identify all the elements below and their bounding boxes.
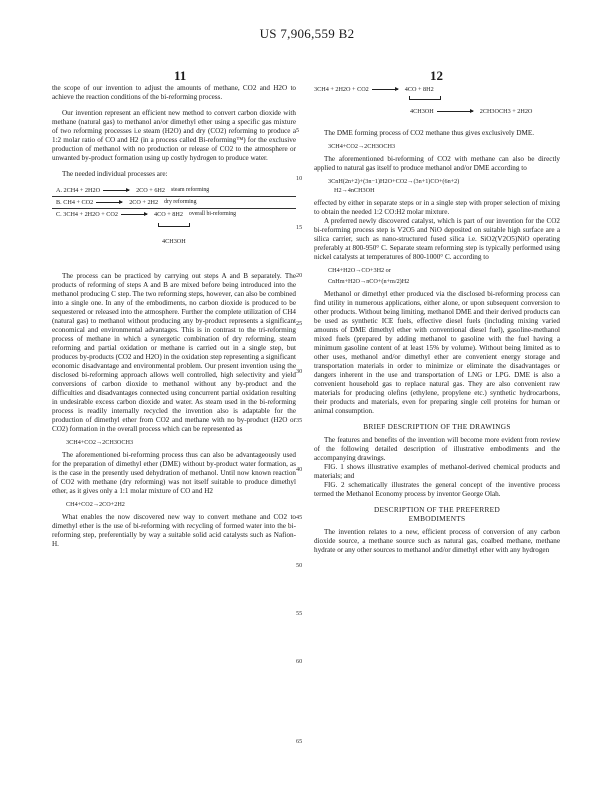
reaction-label: overall bi-reforming: [188, 211, 237, 217]
paragraph: The aforementioned bi-reforming of CO2 with methane can also be directly applied to natural gas itself to produce methanol and/or DME according to: [314, 155, 560, 172]
line-number: 15: [296, 224, 303, 231]
products: 2CO + 2H2: [129, 199, 159, 206]
left-column: [52, 84, 296, 549]
products: 2CH3OCH3 + 2H2O: [479, 108, 533, 115]
reaction-table: [52, 185, 296, 246]
brace-icon: [158, 223, 190, 227]
paragraph: the scope of our invention to adjust the amounts of methane, CO2 and H2O to achieve the reaction conditions of the bi-reforming process.: [52, 84, 296, 101]
paragraph: What enables the now discovered new way to convert methane and CO2 to dimethyl ether is the use of bi-reforming with recycling of formed water into the bi-reforming step, preferentially by way a suitable solid acid catalysts such as Nafion-H.: [52, 513, 296, 548]
line-number: 60: [296, 658, 303, 665]
line-number: 30: [296, 368, 303, 375]
arrow-icon: [103, 190, 129, 191]
paragraph: The DME forming process of CO2 methane thus gives exclusively DME.: [324, 129, 535, 137]
brace-icon: [409, 96, 441, 100]
right-column-number: 12: [430, 68, 443, 83]
section-heading: BRIEF DESCRIPTION OF THE DRAWINGS: [363, 422, 511, 431]
line-number: 5: [296, 127, 300, 134]
reaction-c-final: 4CH3OH: [162, 238, 186, 245]
equation: CH4+CO2→2CO+2H2: [66, 501, 125, 508]
reaction-label: dry reforming: [164, 199, 197, 205]
equation: 3CH4+CO2→2CH3OCH3: [328, 143, 396, 150]
paragraph: The needed individual processes are:: [62, 170, 168, 178]
line-number: 55: [296, 610, 303, 617]
equation: 3CH4+CO2→2CH3OCH3: [66, 439, 134, 446]
arrow-icon: [372, 89, 398, 90]
products: 2CO + 6H2: [136, 187, 165, 194]
line-number: 25: [296, 320, 303, 327]
intermediate: 4CH3OH: [410, 108, 434, 115]
reactants: C. 3CH4 + 2H2O + CO2: [56, 211, 118, 218]
paragraph: The process can be practiced by carrying out steps A and B separately. The products of reforming of steps A and B are mixed before being introduced into the methanol producing C step. The two reforming steps, however, can also be combined into a single one. In any of the embodiments, no carbon dioxide is produced to be sequestered or released into the atmosphere. Further the complete utilization of CH4 (natural gas) to methanol without producing any by-product represents a significant economical and environmental advantages. This is in contrast to the tri-reforming process of methane in which a synergetic combination of dry reforming, steam reforming and partial oxidation or methane is carried out in a single step, but produces by-products (CO2 and H2O) in the oxidation step representing a significant economic disadvantage and environmental problem. Our present invention using the disclosed bi-reforming approach allows well controlled, high selectivity and yield conversions of carbon dioxide to methanol without any by-product and the difficulties and disadvantages connected using concurrent partial oxidation resulting in undesirable excess carbon dioxide and water. As steam used in the bi-reforming process is readily internally recycled the invention also is adaptable for the production of dimethyl ether from CO2 and methane with no by-product (H2O or CO2) formation in the overall process which can be represented as: [52, 272, 296, 433]
equation: H2→4nCH3OH: [334, 187, 375, 194]
paragraph: The aforementioned bi-reforming process thus can also be advantageously used for the preparation of dimethyl ether (DME) without by-product water formation, as is the case in the presently used dehydration of methanol. Until now known reaction of CO2 with methane (dry reforming) was not itself suitable to produce dimethyl ether, as it gives only a 1:1 molar mixture of CO and H2: [52, 451, 296, 495]
left-column-number: 11: [174, 68, 187, 83]
paragraph: Methanol or dimethyl ether produced via the disclosed bi-reforming process can find utility in numerous applications, either alone, or upon subsequent conversion to other products. Without being limiting, methanol DME and their derived products can be used as synthetic ICE fuels, effective diesel fuels (including mixing varied amounts of DME dimethyl ether with conventional diesel fuel), gasoline-methanol mixed fuels (prepared by adding methanol to gasoline with the fuel having a minimum gasoline content of at least 15% by volume). Without being limited as to other uses, methanol and/or dimethyl ether are convenient energy storage and transportation materials in order to minimize or eliminate the disadvantages or dangers inherent in the use and transportation of LNG or LPG. DME is also a convenient household gas to replace natural gas. They are also convenient raw materials for producing olefins (ethylene, propylene etc.) synthetic hydrocarbons, their products and materials, even for preparing single cell proteins for human or animal consumption.: [314, 290, 560, 415]
reaction-c: [52, 209, 296, 220]
line-number: 10: [296, 175, 303, 182]
equation: CH4+H2O→CO+3H2 or: [328, 267, 391, 274]
products: 4CO + 8H2: [404, 85, 434, 93]
equation: CnHm+H2O→nCO+(n+m/2)H2: [328, 278, 410, 285]
section-heading: DESCRIPTION OF THE PREFERRED: [373, 505, 501, 514]
line-number: 20: [296, 272, 303, 279]
reaction-top: [314, 84, 560, 117]
arrow-icon: [437, 111, 473, 112]
paragraph: Our invention represent an efficient new method to convert carbon dioxide with methane (natural gas) to methanol an/or dimethyl ether using a specific gas mixture of two reforming processes i.e steam (H2O) and dry (CO2) reforming to produce a 1:2 molar ratio of CO and H2 (in a process called Bi-reforming™) for the exclusive production of methanol with no production or release of CO2 to the atmosphere or unwanted by-product formation using up costly hydrogen to produce water.: [52, 109, 296, 162]
reaction-b: [52, 197, 296, 209]
paragraph: The features and benefits of the invention will become more evident from review of the following detailed description of illustrative embodiments and the accompanying drawings.: [314, 436, 560, 462]
paragraph: FIG. 2 schematically illustrates the general concept of the inventive process termed the Methanol Economy process by inventor George Olah.: [314, 481, 560, 498]
reactants: 3CH4 + 2H2O + CO2: [314, 85, 369, 93]
line-number: 45: [296, 514, 303, 521]
paragraph: effected by either in separate steps or in a single step with proper selection of mixing to obtain the needed 1:2 CO:H2 molar mixture.: [314, 199, 560, 216]
paragraph: FIG. 1 shows illustrative examples of methanol-derived chemical products and materials; and: [314, 463, 560, 480]
right-column: [314, 84, 560, 555]
products: 4CO + 8H2: [153, 211, 183, 218]
paragraph: A preferred newly discovered catalyst, which is part of our invention for the CO2 bi-reforming process step is V2O5 and NiO deposited on suitable high surface are a silica carrier, such as nano-structured fused silica i.e. SiO2(V2O5)NiO operating preferably at 800-950° C. Separate steam reforming step is typically performed using nickel catalysts at temperatures of 800-1000° C. according to: [314, 217, 560, 261]
arrow-icon: [96, 202, 122, 203]
reactants: A. 2CH4 + 2H2O: [56, 187, 101, 194]
paragraph: The invention relates to a new, efficient process of conversion of any carbon dioxide source, a methane source such as natural gas, coalbed methane, methane hydrate or any other sources to methanol and/or dimethyl ether with any hydrogen: [314, 528, 560, 554]
line-number: 50: [296, 562, 303, 569]
reaction-a: [52, 185, 296, 197]
equation: 3CnH(2n+2)+(3n−1)H2O+CO2→(3n+1)CO+(6n+2): [328, 178, 460, 185]
line-number: 35: [296, 417, 303, 424]
patent-number: US 7,906,559 B2: [259, 26, 355, 41]
line-number: 40: [296, 466, 303, 473]
reaction-label: steam reforming: [171, 187, 210, 193]
line-number: 65: [296, 738, 303, 745]
section-heading: EMBODIMENTS: [408, 514, 466, 523]
arrow-icon: [121, 214, 147, 215]
reactants: B. CH4 + CO2: [56, 199, 94, 206]
